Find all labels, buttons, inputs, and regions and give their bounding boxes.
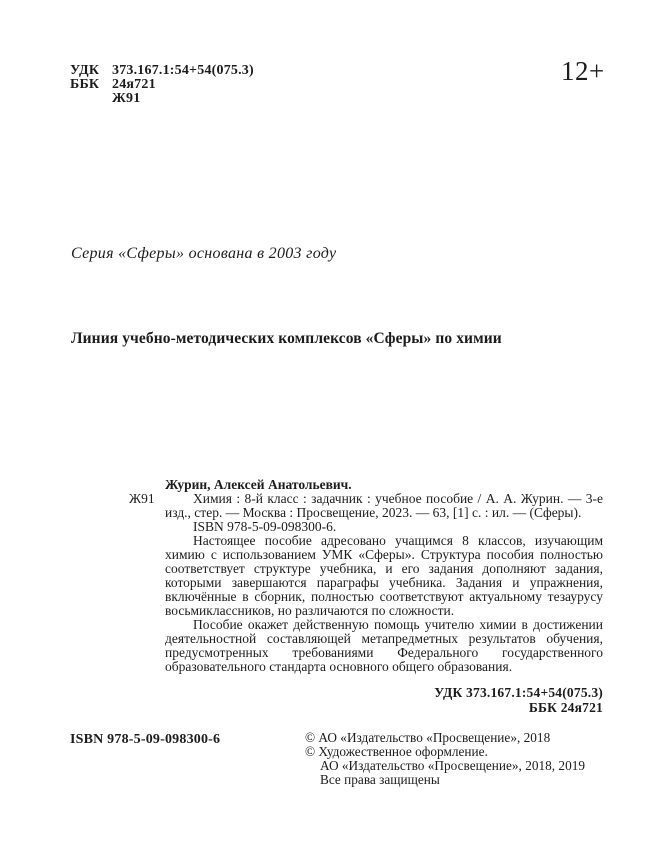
copyright-block bbox=[305, 731, 585, 787]
author-mark-margin: Ж91 bbox=[129, 491, 155, 506]
author-mark-top: Ж91 bbox=[112, 91, 141, 106]
catalog-isbn-line: ISBN 978-5-09-098300-6. bbox=[193, 519, 337, 534]
annotation-paragraph-1: Настоящее пособие адресовано учащимся 8 классов, изучающим химию с использованием УМК «Сферы». Структура пособия полностью соответствует структуре учебника, и его задания дополняют задания, которыми завершаются параграфы учебника. Задания и упражнения, включённые в сборник, полностью соответствуют актуальному тезаурусу восьмиклассников, но различаются по сложности. bbox=[165, 533, 603, 618]
catalog-description: Химия : 8-й класс : задачник : учебное пособие / А. А. Журин. — 3-е изд., стер. — Москва : Просвещение, 2023. — 63, [1] с. : ил. — (Сферы). bbox=[165, 491, 603, 520]
umk-series-title: Линия учебно-методических комплексов «Сферы» по химии bbox=[71, 330, 502, 347]
udk-label: УДК bbox=[70, 63, 100, 78]
bbk-row bbox=[70, 78, 254, 92]
footer-isbn: ISBN 978-5-09-098300-6 bbox=[70, 732, 221, 747]
copyright-line-rights-reserved: Все права защищены bbox=[320, 772, 440, 787]
bibliographic-column bbox=[129, 477, 603, 715]
classification-codes-bottom bbox=[165, 686, 603, 715]
bbk-label: ББК bbox=[70, 77, 100, 92]
annotation-paragraph-2: Пособие окажет действенную помощь учителю химии в достижении деятельностной составляющей метапредметных результатов обучения, предусмотренных требованиями Федерального государственного образовательного стандарта основного общего образования. bbox=[165, 617, 603, 674]
age-rating-badge: 12+ bbox=[561, 56, 605, 86]
author-mark-row bbox=[70, 92, 254, 106]
udk-row bbox=[70, 64, 254, 78]
bbk-value: 24я721 bbox=[112, 77, 156, 92]
udk-bottom: УДК 373.167.1:54+54(075.3) bbox=[434, 685, 603, 700]
copyright-line-artwork-publisher: АО «Издательство «Просвещение», 2018, 2019 bbox=[320, 758, 586, 773]
copyright-line-artwork: © Художественное оформление. bbox=[305, 744, 488, 759]
classification-codes-top bbox=[70, 64, 254, 106]
series-note: Серия «Сферы» основана в 2003 году bbox=[71, 245, 337, 262]
copyright-line-publisher: © АО «Издательство «Просвещение», 2018 bbox=[305, 730, 551, 745]
udk-value: 373.167.1:54+54(075.3) bbox=[112, 63, 254, 78]
catalog-author-heading: Журин, Алексей Анатольевич. bbox=[165, 477, 352, 492]
bbk-bottom: ББК 24я721 bbox=[528, 699, 603, 715]
